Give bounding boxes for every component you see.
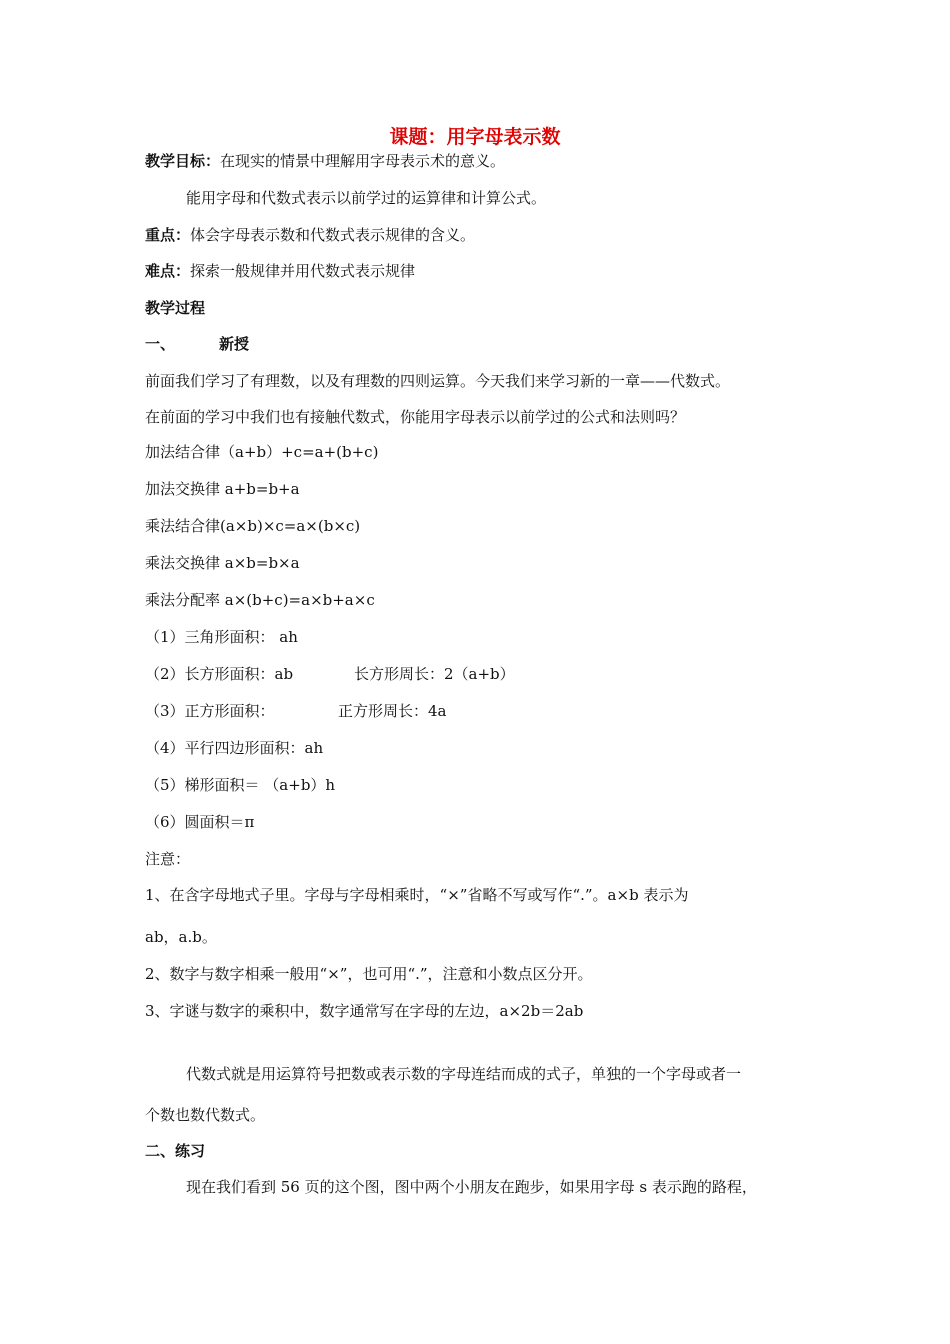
- section-1-heading: [145, 334, 249, 354]
- law-associative-mul: 乘法结合律(a×b)×c=a×(b×c): [145, 517, 361, 535]
- formula-circle-area: （6）圆面积＝π: [145, 813, 255, 831]
- formula-trapezoid-area: （5）梯形面积＝ （a+b）h: [145, 776, 336, 794]
- formula-triangle-area: （1）三角形面积： ah: [145, 628, 298, 646]
- intro-paragraph-1: 前面我们学习了有理数，以及有理数的四则运算。今天我们来学习新的一章——代数式。: [145, 372, 731, 390]
- note-2: 2、数字与数字相乘一般用“×”，也可用“.”，注意和小数点区分开。: [145, 965, 593, 983]
- section-1-number: 一、: [145, 335, 176, 353]
- formula-square-area: （3）正方形面积：: [145, 702, 275, 720]
- difficulty-line: [145, 261, 415, 281]
- key-point-label: 重点：: [145, 226, 191, 244]
- definition-line-2: 个数也数代数式。: [145, 1106, 266, 1124]
- objectives-line-2: 能用字母和代数式表示以前学过的运算律和计算公式。: [186, 189, 547, 207]
- law-commutative-mul: 乘法交换律 a×b=b×a: [145, 554, 300, 572]
- difficulty-label: 难点：: [145, 262, 191, 280]
- section-2-heading: 二、练习: [145, 1142, 206, 1160]
- intro-paragraph-2: 在前面的学习中我们也有接触代数式，你能用字母表示以前学过的公式和法则吗？: [145, 408, 686, 426]
- difficulty-text: 探索一般规律并用代数式表示规律: [190, 262, 416, 280]
- section-1-title: 新授: [219, 335, 250, 353]
- law-commutative-add: 加法交换律 a+b=b+a: [145, 480, 300, 498]
- note-1: 1、在含字母地式子里。字母与字母相乘时，“×”省略不写或写作“.”。a×b 表示为: [145, 886, 689, 904]
- process-heading: 教学过程: [145, 299, 206, 317]
- law-distributive: 乘法分配率 a×(b+c)=a×b+a×c: [145, 591, 375, 609]
- key-point-line: [145, 225, 475, 245]
- objectives-label: 教学目标：: [145, 152, 221, 170]
- formula-rectangle-perimeter: 长方形周长：2（a+b）: [354, 665, 515, 683]
- law-associative-add: 加法结合律（a+b）+c=a+(b+c): [145, 443, 379, 461]
- definition-line-1: 代数式就是用运算符号把数或表示数的字母连结而成的式子，单独的一个字母或者一: [186, 1065, 742, 1083]
- page-title: 课题：用字母表示数: [389, 126, 561, 148]
- formula-rectangle-area: （2）长方形面积：ab: [145, 665, 294, 683]
- formula-parallelogram-area: （4）平行四边形面积：ah: [145, 739, 324, 757]
- note-3: 3、字谜与数字的乘积中，数字通常写在字母的左边，a×2b＝2ab: [145, 1002, 584, 1020]
- formula-square-perimeter: 正方形周长：4a: [338, 702, 447, 720]
- objectives-text: 在现实的情景中理解用字母表示术的意义。: [220, 152, 506, 170]
- objectives-line: [145, 151, 505, 171]
- key-point-text: 体会字母表示数和代数式表示规律的含义。: [190, 226, 476, 244]
- exercise-paragraph: 现在我们看到 56 页的这个图，图中两个小朋友在跑步，如果用字母 s 表示跑的路程，: [186, 1178, 757, 1196]
- notes-label: 注意：: [145, 850, 191, 868]
- note-1-continued: ab，a.b。: [145, 928, 217, 946]
